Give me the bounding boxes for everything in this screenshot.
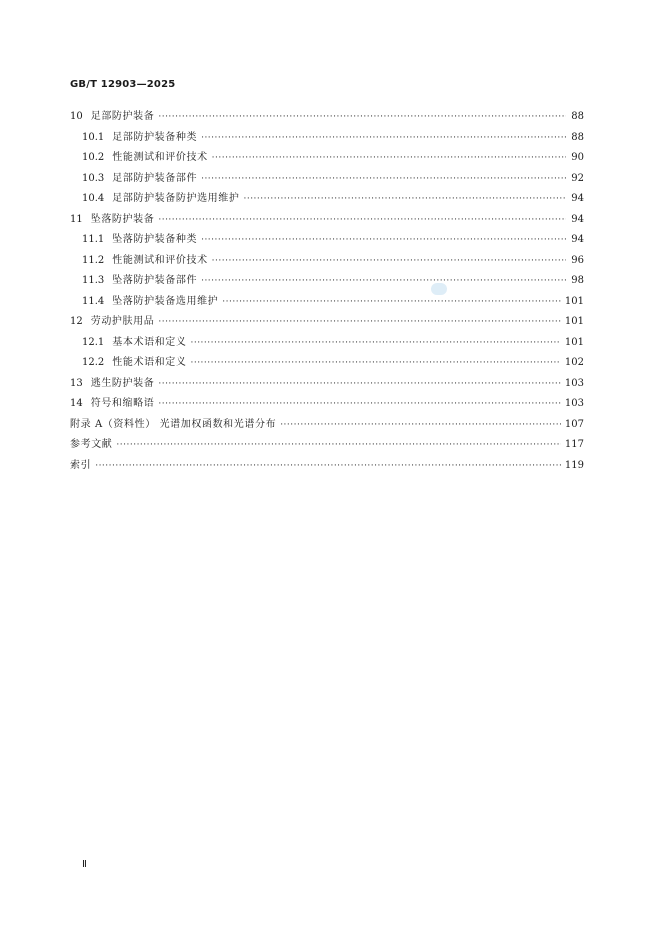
dot-leader	[116, 435, 561, 456]
toc-entry-title: 索引	[70, 459, 92, 471]
dot-leader	[201, 128, 566, 149]
page-number: Ⅱ	[82, 859, 87, 870]
toc-entry[interactable]	[70, 169, 584, 190]
toc-entry-title: 劳动护肤用品	[90, 316, 155, 327]
toc-entry[interactable]	[70, 353, 584, 374]
toc-entry-page: 101	[564, 336, 584, 348]
toc-entry-title: 性能术语和定义	[112, 357, 187, 368]
toc-entry-page: 92	[571, 172, 584, 184]
dot-leader	[190, 333, 560, 354]
toc-entry-title: 符号和缩略语	[90, 398, 155, 409]
toc-entry-page: 103	[564, 398, 584, 409]
dot-leader	[190, 353, 560, 374]
toc-entry[interactable]	[70, 374, 584, 395]
toc-entry-number: 10.1	[82, 131, 105, 143]
toc-entry-page: 98	[571, 275, 584, 286]
toc-entry-page: 107	[564, 418, 584, 430]
toc-entry[interactable]	[70, 271, 584, 292]
toc-entry-number: 12	[70, 316, 83, 327]
dot-leader	[158, 107, 566, 128]
toc-entry[interactable]	[70, 333, 584, 354]
toc-entry-number: 14	[70, 398, 83, 409]
dot-leader	[212, 148, 566, 169]
toc-entry[interactable]	[70, 251, 584, 272]
toc-entry-title: 逃生防护装备	[90, 377, 155, 389]
dot-leader	[222, 292, 561, 313]
toc-entry-page: 101	[564, 295, 584, 307]
toc-entry-title: 性能测试和评价技术	[112, 152, 208, 163]
toc-entry-number: 10.3	[82, 172, 105, 184]
toc-entry[interactable]	[70, 394, 584, 415]
toc-entry-number: 13	[70, 377, 83, 389]
dot-leader	[158, 210, 566, 231]
dot-leader	[201, 169, 566, 190]
dot-leader	[201, 230, 566, 251]
toc-entry-title: 附录 A（资料性） 光谱加权函数和光谱分布	[70, 418, 277, 430]
dot-leader	[280, 415, 561, 436]
watermark-logo	[431, 283, 447, 295]
toc-entry-page: 90	[571, 152, 584, 163]
toc-entry[interactable]	[70, 456, 584, 477]
toc-entry-number: 11.3	[82, 275, 105, 286]
toc-entry-title: 基本术语和定义	[112, 336, 187, 348]
toc-entry[interactable]	[70, 148, 584, 169]
toc-entry-number: 10	[70, 111, 83, 122]
dot-leader	[158, 312, 561, 333]
toc-entry-page: 94	[571, 213, 584, 225]
dot-leader	[212, 251, 566, 272]
toc-entry-page: 94	[571, 193, 584, 204]
toc-entry[interactable]	[70, 210, 584, 231]
toc-entry[interactable]	[70, 189, 584, 210]
toc-entry-number: 10.2	[82, 152, 105, 163]
document-code: GB/T 12903—2025	[70, 79, 176, 90]
toc-entry-page: 88	[571, 111, 584, 122]
toc-entry-page: 88	[571, 131, 584, 143]
toc-entry[interactable]	[70, 230, 584, 251]
toc-entry-title: 坠落防护装备部件	[112, 275, 198, 286]
toc-entry-title: 坠落防护装备种类	[112, 234, 198, 245]
toc-entry-title: 足部防护装备防护选用维护	[112, 193, 240, 204]
toc-entry[interactable]	[70, 292, 584, 313]
toc-entry-page: 101	[564, 316, 584, 327]
toc-entry-title: 性能测试和评价技术	[112, 254, 208, 266]
toc-entry-number: 10.4	[82, 193, 105, 204]
toc-entry-title: 足部防护装备部件	[112, 172, 198, 184]
toc-entry-number: 11.1	[82, 234, 105, 245]
toc-entry-title: 足部防护装备种类	[112, 131, 198, 143]
toc-entry-page: 94	[571, 234, 584, 245]
toc-entry[interactable]	[70, 435, 584, 456]
toc-entry-number: 12.1	[82, 336, 105, 348]
toc-entry[interactable]	[70, 312, 584, 333]
dot-leader	[95, 456, 561, 477]
toc-entry-title: 坠落防护装备	[90, 213, 155, 225]
dot-leader	[158, 374, 561, 395]
toc-entry[interactable]	[70, 415, 584, 436]
toc-entry-page: 117	[564, 439, 584, 450]
toc-entry[interactable]	[70, 128, 584, 149]
toc-entry-page: 96	[571, 254, 584, 266]
toc-entry-number: 11.4	[82, 295, 105, 307]
toc-entry-number: 11	[70, 213, 83, 225]
toc-entry-title: 参考文献	[70, 439, 113, 450]
toc-entry-number: 12.2	[82, 357, 105, 368]
toc-entry-title: 坠落防护装备选用维护	[112, 295, 219, 307]
dot-leader	[201, 271, 566, 292]
toc-entry-page: 119	[564, 459, 584, 471]
toc-entry-title: 足部防护装备	[90, 111, 155, 122]
toc-entry[interactable]	[70, 107, 584, 128]
toc-entry-number: 11.2	[82, 254, 105, 266]
table-of-contents	[70, 107, 584, 476]
dot-leader	[243, 189, 566, 210]
toc-entry-page: 103	[564, 377, 584, 389]
toc-entry-page: 102	[564, 357, 584, 368]
dot-leader	[158, 394, 561, 415]
